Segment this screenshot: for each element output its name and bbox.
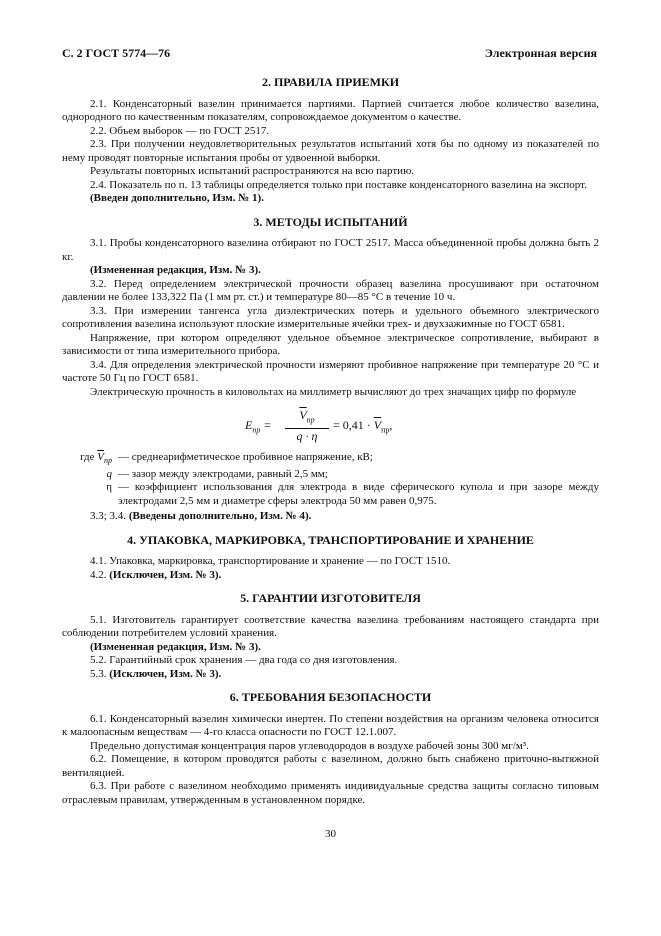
section-4-title: 4. УПАКОВКА, МАРКИРОВКА, ТРАНСПОРТИРОВАНИЕ И ХРАНЕНИЕ bbox=[127, 532, 534, 547]
paragraph-2-3-results: Результаты повторных испытаний распространяются на всю партию. bbox=[90, 165, 415, 177]
legend-text: — среднеарифметическое пробивное напряжение, кВ; bbox=[118, 451, 373, 463]
section-5-title: 5. ГАРАНТИИ ИЗГОТОВИТЕЛЯ bbox=[240, 591, 421, 606]
legend-symbol: q bbox=[106, 467, 112, 480]
strength-formula bbox=[245, 409, 599, 443]
paragraph-4-2: 4.2. (Исключен, Изм. № 3). bbox=[90, 568, 222, 581]
paragraph-2-2: 2.2. Объем выборок — по ГОСТ 2517. bbox=[90, 124, 270, 137]
paragraph-2-3: 2.3. При получении неудовлетворительных результатов испытаний хотя бы по одному из показателей по нему проводят повторные испытания пробы от удвоенной выборки. bbox=[62, 138, 599, 164]
section-6-title: 6. ТРЕБОВАНИЯ БЕЗОПАСНОСТИ bbox=[229, 690, 432, 705]
formula-denominator: q · η bbox=[296, 428, 318, 443]
document-body bbox=[62, 76, 599, 807]
paragraph-6-3: 6.3. При работе с вазелином необходимо применять индивидуальные средства защиты согласно типовым отраслевым правилам, утвержденным в установленном порядке. bbox=[62, 780, 599, 806]
legend-text: — коэффициент использования для электрода в виде сферического купола и при зазоре между электродами 2,5 мм и диаметре сферы электрода 50 мм равен 0,975. bbox=[118, 481, 599, 507]
paragraph-3-3: 3.3. При измерении тангенса угла диэлектрических потерь и удельного объемного электрического сопротивления вазелина используют плоские измерительные ячейки трех- и двухзажимные по ГОСТ 6581. bbox=[62, 304, 599, 330]
formula-legend bbox=[62, 451, 599, 508]
amendment-note: (Измененная редакция, Изм. № 3). bbox=[90, 640, 261, 653]
paragraph-5-3: 5.3. (Исключен, Изм. № 3). bbox=[90, 667, 222, 680]
paragraph-5-1: 5.1. Изготовитель гарантирует соответствие качества вазелина требованиям настоящего стандарта при соблюдении потребителем условий хранения. bbox=[62, 613, 599, 640]
paragraph-6-2: 6.2. Помещение, в котором проводятся работы с вазелином, должно быть снабжено приточно-вытяжной вентиляцией. bbox=[62, 753, 599, 779]
legend-symbol: где $\overline{V}_{пр}$ bbox=[80, 451, 112, 466]
paragraph-3-2: 3.2. Перед определением электрической прочности образец вазелина просушивают при остаточном давлении не более 133,322 Па (1 мм рт. ст.) и температуре 80—85 °С в течение 10 ч. bbox=[62, 277, 599, 303]
formula-lhs: $E_{пр}$ = bbox=[245, 418, 272, 435]
paragraph-6-1: 6.1. Конденсаторный вазелин химически инертен. По степени воздействия на организм человека относится к малоопасным веществам — 4-го класса опасности по ГОСТ 12.1.007. bbox=[62, 712, 599, 739]
formula-numerator: $\overline{V}_{пр}$ bbox=[285, 409, 329, 429]
amendment-note: 3.3; 3.4. (Введены дополнительно, Изм. № 4). bbox=[90, 510, 312, 523]
paragraph-5-2: 5.2. Гарантийный срок хранения — два года со дня изготовления. bbox=[90, 654, 398, 667]
section-3-title: 3. МЕТОДЫ ИСПЫТАНИЙ bbox=[253, 214, 408, 229]
amendment-note: (Измененная редакция, Изм. № 3). bbox=[90, 264, 261, 276]
header-edition: Электронная версия bbox=[484, 46, 597, 60]
paragraph-3-3-voltage: Напряжение, при котором определяют удельное объемное электрическое сопротивление, выбирают в зависимости от типа измерительного прибора. bbox=[62, 331, 599, 357]
formula-rhs: = $0,41 \cdot \overline{V}_{пр}$, bbox=[333, 418, 393, 435]
paragraph-3-4: 3.4. Для определения электрической прочности измеряют пробивное напряжение при температуре 20 °С и частоте 50 Гц по ГОСТ 6581. bbox=[62, 358, 599, 384]
amendment-note: (Введен дополнительно, Изм. № 1). bbox=[90, 192, 264, 204]
paragraph-2-4: 2.4. Показатель по п. 13 таблицы определяется только при поставке конденсаторного вазелина на экспорт. bbox=[90, 178, 587, 191]
header-standard-ref: С. 2 ГОСТ 5774—76 bbox=[62, 46, 171, 60]
paragraph-6-1-concentration: Предельно допустимая концентрация паров углеводородов в воздухе рабочей зоны 300 мг/м³. bbox=[90, 739, 529, 752]
paragraph-2-1: 2.1. Конденсаторный вазелин принимается партиями. Партией считается любое количество вазелина, однородного по качественным показателям, сопровождаемое документом о качестве. bbox=[62, 97, 599, 123]
paragraph-3-4-formula-intro: Электрическую прочность в киловольтах на миллиметр вычисляют до трех значащих цифр по формуле bbox=[90, 385, 577, 398]
paragraph-3-1: 3.1. Пробы конденсаторного вазелина отбирают по ГОСТ 2517. Масса объединенной пробы должна быть 2 кг. bbox=[62, 237, 599, 263]
section-2-title: 2. ПРАВИЛА ПРИЕМКИ bbox=[261, 75, 400, 89]
legend-text: — зазор между электродами, равный 2,5 мм; bbox=[118, 467, 328, 480]
page-number: 30 bbox=[325, 828, 336, 840]
formula-fraction bbox=[285, 409, 329, 443]
legend-symbol: η bbox=[106, 481, 112, 494]
paragraph-4-1: 4.1. Упаковка, маркировка, транспортирование и хранение — по ГОСТ 1510. bbox=[90, 555, 451, 568]
